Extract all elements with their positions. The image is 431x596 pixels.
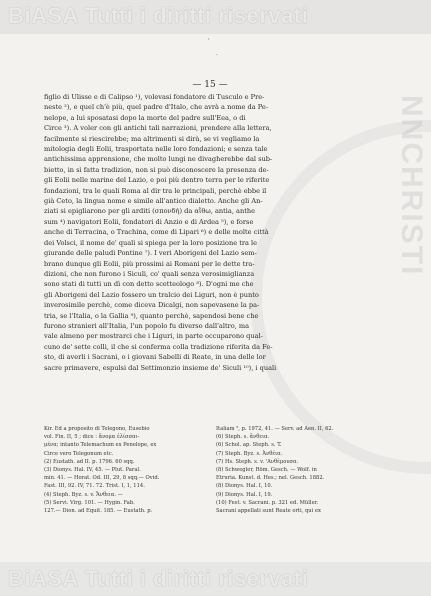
body-line: nelope, a lui sposatasi dopo la morte del padre sull'Eea, o di (44, 113, 246, 122)
footnote-line: Italiam ⁵, p. 1972, 41. — Serv. ad Aen. II, 62. (216, 426, 334, 432)
page-mark-top: ' (208, 38, 210, 45)
body-line: furono stranieri all'Italia, l'un popolo fu diverso dall'altro, ma (44, 321, 250, 330)
footnote-line: vol. Fin. II, 5 ; dice : ἄνομα ἐλίσσαι- (44, 434, 140, 441)
footnote-line: (5) Servi. Virg. 101. — Hygin. Fab. (44, 499, 135, 506)
footnote-line: μένα; intanto Telemachum ex Penelope, ex (44, 442, 157, 449)
body-line: figlio di Ulisse e di Calipso ¹), volevasi fondatore di Tusculo e Pre- (44, 93, 265, 101)
footnotes-right-column (216, 425, 380, 515)
body-line: giurande delle paludi Pontine ⁷). I veri Aborigeni del Lazio sem- (44, 249, 257, 258)
body-line: gli Aborigeni del Lazio fossero un tralcio dei Liguri, non è punto (44, 290, 259, 299)
footnote-line: Kir. Ed a proposito di Telegono, Eusebio (44, 426, 150, 432)
footnote-line: (6) Schol. ap. Steph. s. T. (216, 442, 282, 449)
footnote-line: (7) Steph. Byz. s. Ἀνθέια. (216, 450, 283, 457)
body-line: anche di Terracina, o Trachina, come di Lipari ⁶) e delle molte città (44, 228, 269, 237)
body-line: già Ceto, la lingua nome e simile all'antico dialetto. Anche gli An- (44, 197, 263, 206)
body-line: tria, se l'Italia, o la Gallia ⁹), quanto perchè, sapendosi bene che (44, 311, 259, 320)
body-line: fondazioni, tra le quali Roma al dir tra le principali, perchè ebbe il (44, 186, 267, 195)
body-line: Circe ³). A voler con gli antichi tali narrazioni, prendere alla lettera, (44, 124, 272, 133)
body-line: dizioni, che non furono i Siculi, co' quali senza verosimiglianza (44, 269, 255, 278)
body-line: neste ²), e quel ch'è più, quel padre d'Italo, che avrà a nome da Pe- (44, 103, 269, 112)
page-mark-dot: · (216, 52, 218, 59)
footnote-line: Fast. III, 92. IV, 71. 72. Trist. I, 1, 114. (44, 483, 145, 490)
body-line: facilmente si riescirebbe; ma altrimenti si dirà, se vi vegliamo la (44, 134, 260, 143)
body-line: brano dunque gli Eolii, più prossimi ai Romani per le dette tra- (44, 259, 255, 268)
body-line: inverosimile perchè, come diceva Dicalgi, non sapevasene la pa- (44, 301, 260, 310)
body-line: cuno de' sette colli, il che si conferma colla tradizione riferita da Fe- (44, 342, 273, 351)
footnote-line: (4) Steph. Byz. s. v. Ἄνθεια. — (44, 491, 123, 498)
footnote-line: (7) Hs. Steph. s. v. 'Ανθέμουσα. (216, 458, 299, 465)
footnotes-left-column (44, 425, 208, 515)
footnotes (44, 425, 380, 515)
body-line: sum ⁴) navigatori Eolii, fondatori di Anzio e di Ardea ⁵), e forse (44, 217, 254, 226)
body-line: antichissima apprensione, che molto lungi ne divagherebbe dal sub- (44, 155, 273, 164)
body-text (44, 92, 380, 373)
footnote-line: (2) Eustath. ad II. p. 1796. 60 sqq. (44, 458, 135, 465)
footnote-line: (3) Dionys. Hal. IV, 45. — Plut. Paral. (44, 467, 141, 474)
body-line: bietto, in sì fatta tradizion, non si può disconoscere la presenza de- (44, 165, 269, 174)
body-line: vale almeno per mostrarci che i Liguri, in parte occuparono qual- (44, 332, 263, 341)
watermark-text-top: BiASA Tutti i diritti riservati (8, 3, 309, 28)
footnote-line: (10) Fest. v. Sacrani. p. 321 ed. Müller. (216, 499, 319, 506)
footnote-line: (8) Dionys. Hal. I, 10. (216, 483, 273, 490)
footnote-line: min. 41. — Horat. Od. III, 29, 8 sqq.— Ovid. (44, 475, 160, 482)
footnote-line: Etruria. Kunst. d. Hes.; nel. Gesch. 1882. (216, 475, 325, 482)
watermark-text-bottom: BiASA Tutti i diritti riservati (8, 566, 309, 591)
seal-lettering: NNCHRISTI (395, 95, 428, 277)
body-line: sono stati di tutti un dì con detto scetteologo ⁸). D'ogni me che (44, 280, 254, 289)
page-number: — 15 — (192, 80, 228, 90)
footnote-line: Sacrani appellati sunt Reate orti, qui ex (216, 508, 321, 515)
body-line: sacre primavere, espulsi dal Settimonzio insieme de' Siculi ¹⁰), i quali (44, 363, 277, 372)
footnote-line: Circe vero Telegonum etc. (44, 450, 114, 457)
body-line: ziati si epigliarono per gli arditi (σπονδή) da αἴθω, antia, anthe (44, 207, 255, 216)
footnote-line: (9) Dionys. Hal. I, 19. (216, 491, 273, 498)
body-line: gli Eolii nelle marine del Lazio, e poi più dentro terra per le riferite (44, 176, 270, 185)
footnote-line: (8) Schwegler, Röm. Gesch. — Wolf. in (216, 467, 317, 474)
body-line: sto, di averli i Sacrani, o i giovani Sabelli di Reate, in una delle lor (44, 353, 266, 362)
footnote-line: (6) Steph. s. ἄνθεια. (216, 434, 270, 441)
body-line: mitologia degli Eolii, trasportata nelle loro fondazioni; e senza tale (44, 145, 268, 154)
body-line: dei Volsci, il nome de' quali si spiega per la loro posizione tra le (44, 238, 258, 247)
footnote-line: 127.— Dion. ad Equit. 185. — Eustath. p. (44, 508, 153, 515)
